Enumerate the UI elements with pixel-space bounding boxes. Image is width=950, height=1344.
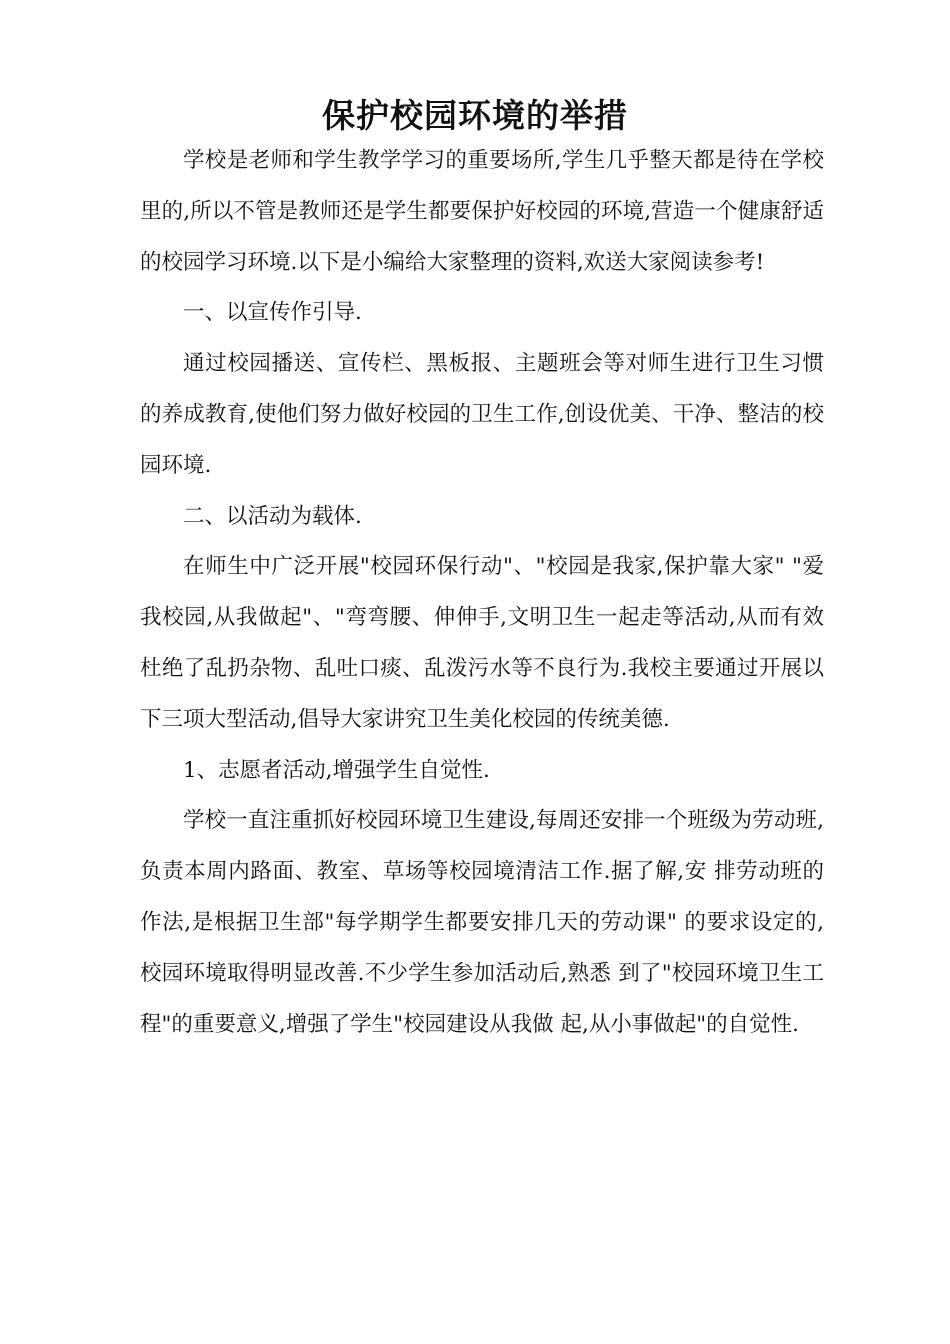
heading-volunteer: 1、志愿者活动,增强学生自觉性. xyxy=(183,757,490,783)
document-title: 保护校园环境的举措 xyxy=(322,96,628,135)
paragraph-intro: 学校是老师和学生教学学习的重要场所,学生几乎整天都是待在学校里的,所以不管是教师还是学生都要保护好校园的环境,营造一个健康舒适的校园学习环境.以下是小编给大家整理的资料,欢送大家阅读参考! xyxy=(140,148,824,275)
paragraph-publicity: 通过校园播送、宣传栏、黑板报、主题班会等对师生进行卫生习惯的养成教育,使他们努力做好校园的卫生工作,创设优美、干净、整洁的校园环境. xyxy=(140,351,824,478)
heading-publicity: 一、以宣传作引导. xyxy=(183,300,362,326)
paragraph-activities: 在师生中广泛开展"校园环保行动"、"校园是我家,保护靠大家" "爱我校园,从我做起"、"弯弯腰、伸伸手,文明卫生一起走等活动,从而有效杜绝了乱扔杂物、乱吐口痰、乱泼污水等不良行为.我校主要通过开展以下三项大型活动,倡导大家讲究卫生美化校园的传统美德. xyxy=(140,554,824,732)
document-body xyxy=(140,136,824,1050)
heading-activities: 二、以活动为载体. xyxy=(183,503,362,529)
paragraph-volunteer: 学校一直注重抓好校园环境卫生建设,每周还安排一个班级为劳动班,负责本周内路面、教室、草场等校园境清洁工作.据了解,安 排劳动班的作法,是根据卫生部"每学期学生都要安排几天的劳动课" 的要求设定的,校园环境取得明显改善.不少学生参加活动后,熟悉 到了"校园环境卫生工程"的重要意义,增强了学生"校园建设从我做 起,从小事做起"的自觉性. xyxy=(140,808,824,1037)
